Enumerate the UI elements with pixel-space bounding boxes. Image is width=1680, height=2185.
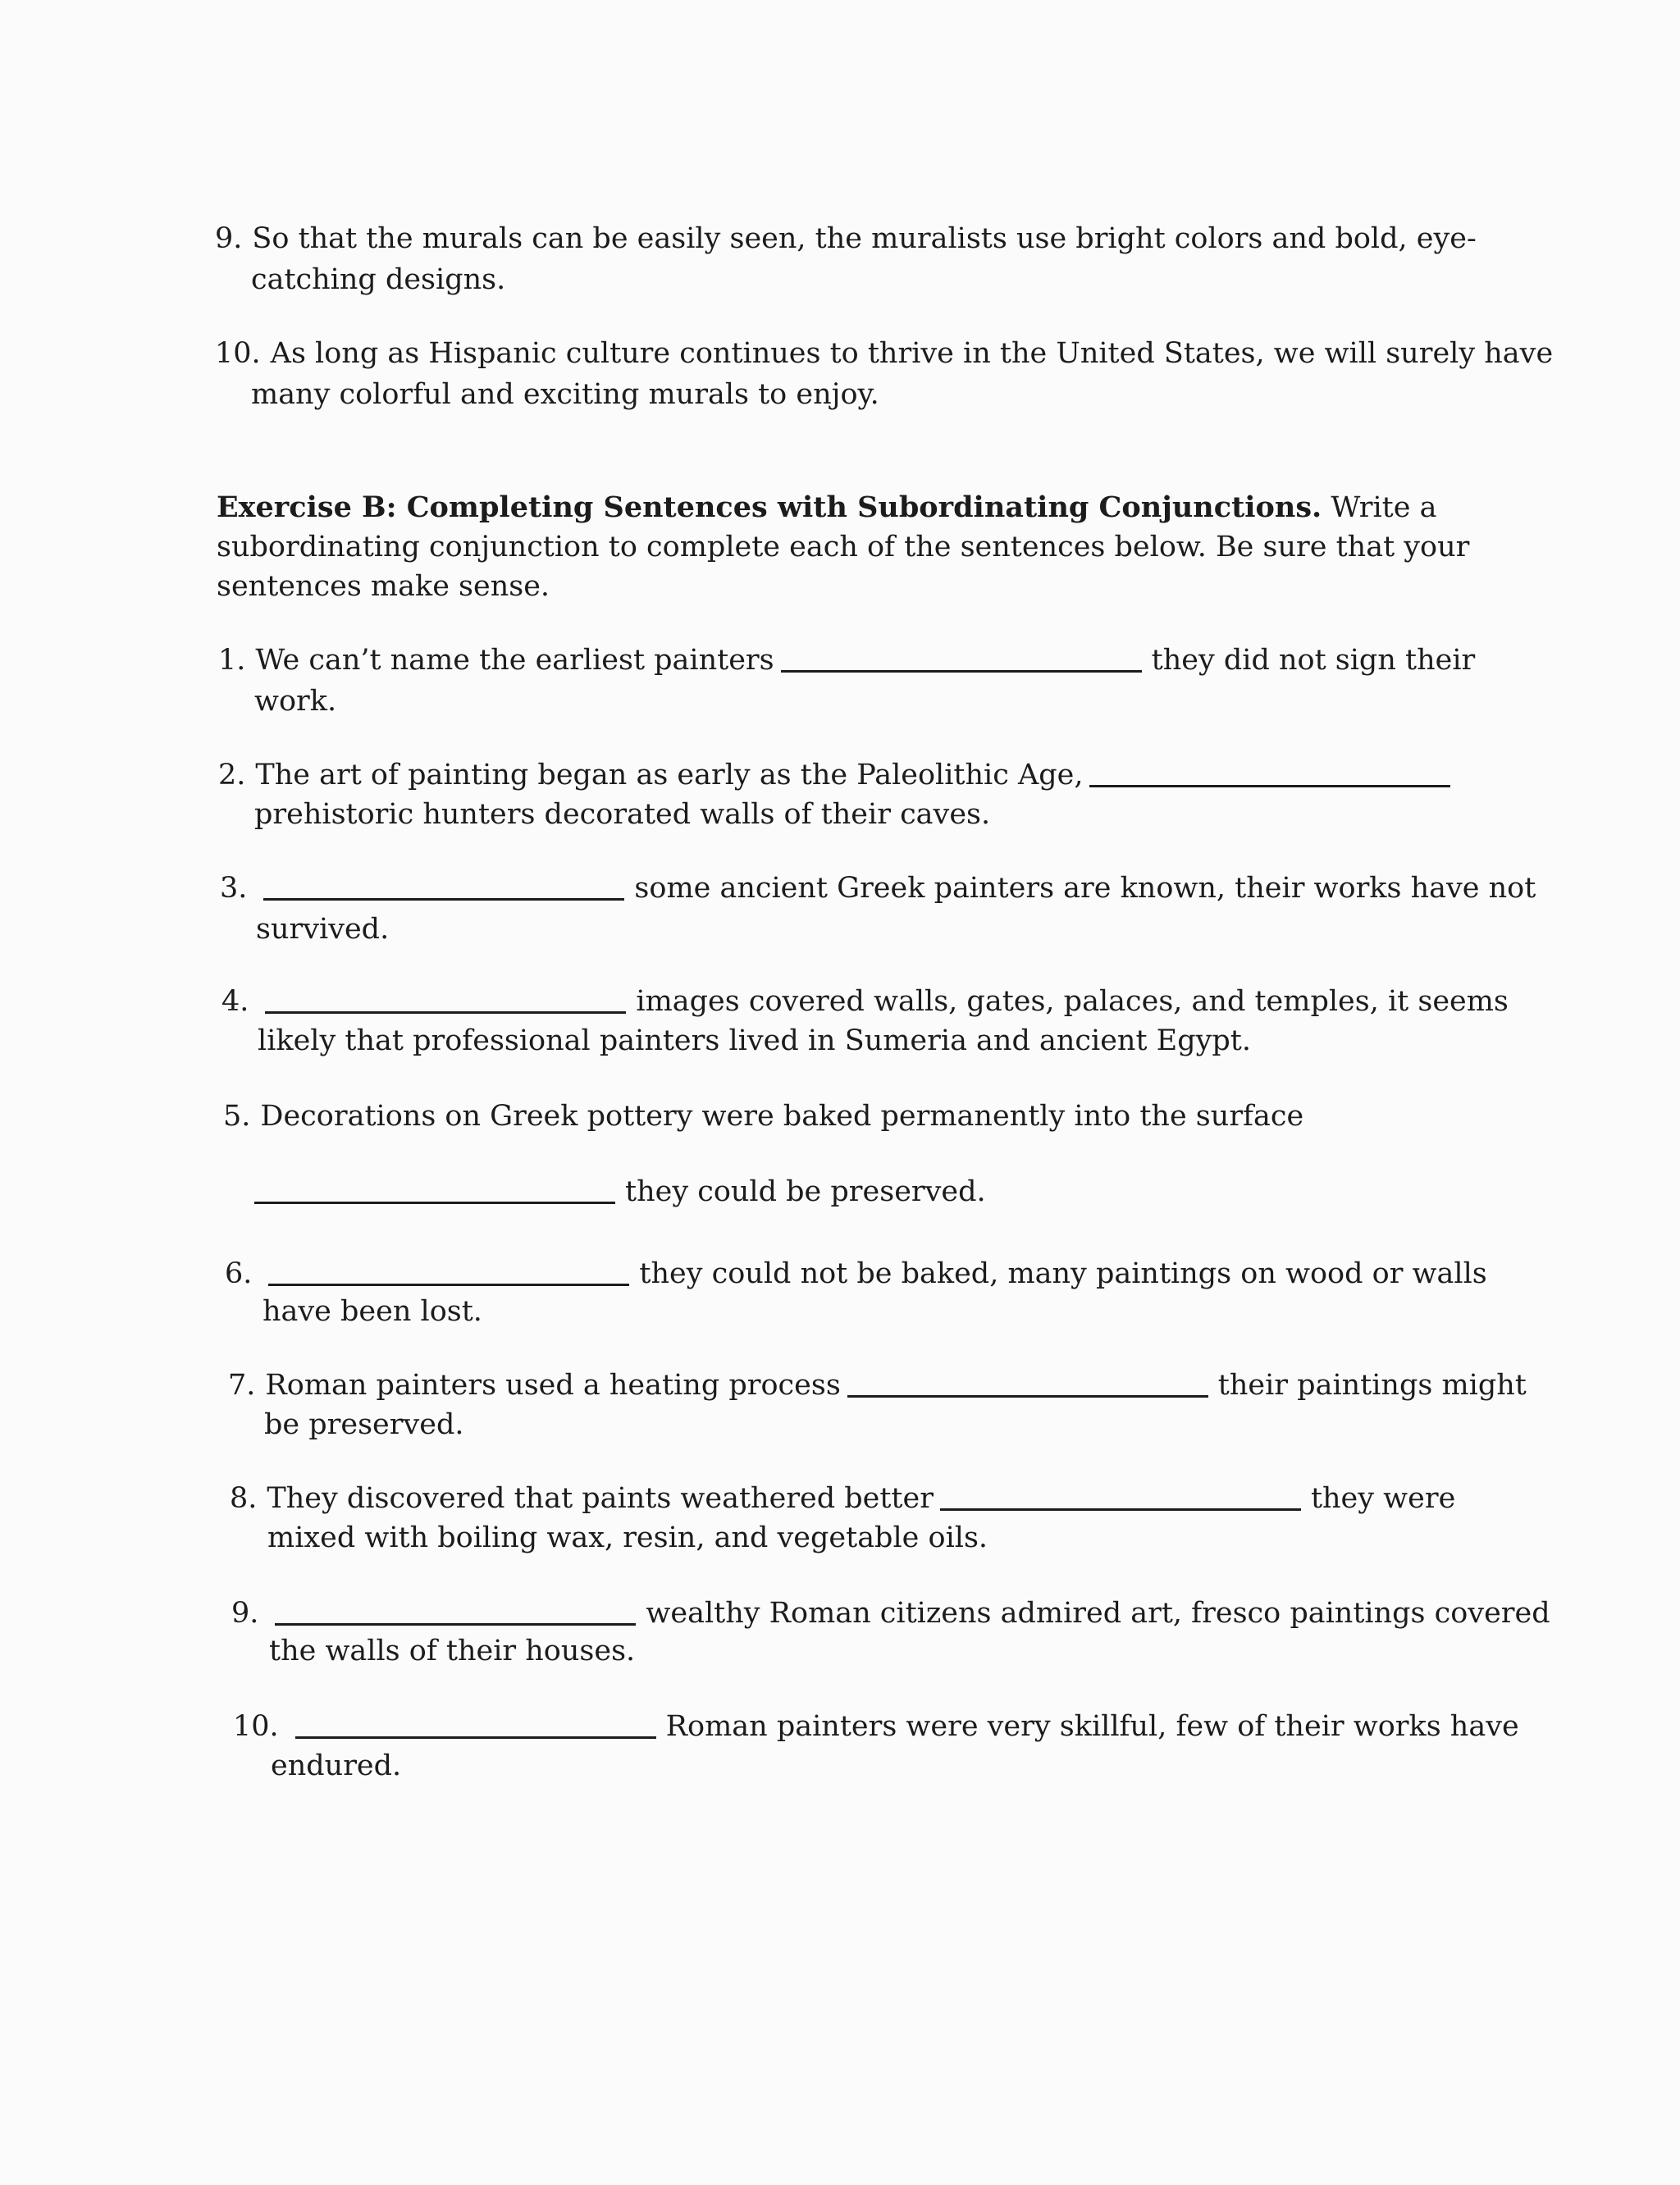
exercise-b-title: Exercise B: Completing Sentences with Subordinating Conjunctions.: [217, 490, 1322, 524]
exercise-b-item-4-line2: [258, 1020, 1251, 1061]
exercise-a-item-9: [215, 218, 1477, 259]
item-number: 3.: [220, 872, 248, 905]
exercise-b-instructions-1: Write a: [1331, 491, 1437, 524]
exercise-b-item-4: [221, 981, 1509, 1022]
exercise-b-item-5-line2: [254, 1171, 986, 1212]
exercise-b-item-10: [233, 1706, 1519, 1747]
exercise-b-item-10-line2: [271, 1745, 401, 1786]
item-text-before: Roman painters used a heating process: [265, 1369, 841, 1402]
answer-blank[interactable]: [263, 898, 624, 901]
exercise-b-item-1-line2: [254, 681, 336, 722]
item-number: 2.: [218, 759, 246, 791]
exercise-b-instructions-3: sentences make sense.: [217, 570, 550, 603]
exercise-a-item-10: [215, 333, 1553, 374]
exercise-b-item-3-line2: [256, 909, 389, 950]
answer-blank[interactable]: [275, 1623, 636, 1626]
exercise-b-item-8-line2: [267, 1517, 988, 1558]
item-text-line2: work.: [254, 685, 337, 718]
item-text-line2: many colorful and exciting murals to enjoy.: [251, 378, 879, 411]
item-text-line2: endured.: [271, 1749, 402, 1782]
exercise-b-item-3: [220, 868, 1536, 909]
item-text-line2: mixed with boiling wax, resin, and vegetable oils.: [267, 1521, 988, 1554]
item-text-after: they could not be baked, many paintings on wood or walls: [639, 1257, 1487, 1290]
item-text-after: Roman painters were very skillful, few of their works have: [665, 1710, 1519, 1743]
item-number: 10.: [215, 337, 261, 370]
item-number: 4.: [221, 985, 249, 1018]
exercise-b-heading: [217, 487, 1436, 528]
answer-blank[interactable]: [781, 670, 1142, 673]
item-text-before: Decorations on Greek pottery were baked permanently into the surface: [260, 1100, 1304, 1133]
item-text-line2: they could be preserved.: [625, 1175, 986, 1208]
exercise-b-item-7-line2: [264, 1404, 464, 1445]
exercise-b-item-2: [218, 755, 1460, 796]
answer-blank[interactable]: [940, 1508, 1301, 1511]
item-number: 9.: [215, 222, 243, 255]
item-text-after: some ancient Greek painters are known, their works have not: [634, 872, 1536, 905]
item-text-line2: the walls of their houses.: [269, 1635, 636, 1667]
item-text-line2: catching designs.: [251, 263, 506, 296]
item-text-line2: have been lost.: [262, 1295, 482, 1328]
item-number: 7.: [228, 1369, 256, 1402]
exercise-b-instructions-line3: [217, 566, 550, 607]
item-number: 5.: [223, 1100, 251, 1133]
item-number: 8.: [230, 1482, 258, 1515]
item-text-after: they were: [1310, 1482, 1456, 1515]
exercise-b-item-2-line2: [254, 794, 990, 835]
item-text-line2: be preserved.: [264, 1408, 464, 1441]
item-number: 9.: [231, 1597, 259, 1630]
answer-blank[interactable]: [254, 1202, 615, 1204]
item-number: 1.: [218, 644, 246, 677]
exercise-a-item-10-line2: [251, 374, 879, 415]
item-text-after: wealthy Roman citizens admired art, fresco paintings covered: [646, 1597, 1550, 1630]
answer-blank[interactable]: [1089, 785, 1450, 787]
item-text-line2: survived.: [256, 913, 390, 946]
item-text-before: We can’t name the earliest painters: [255, 644, 774, 677]
exercise-a-item-9-line2: [251, 259, 505, 300]
item-text-line2: likely that professional painters lived in Sumeria and ancient Egypt.: [258, 1024, 1251, 1057]
item-text-before: The art of painting began as early as the Paleolithic Age,: [255, 759, 1084, 791]
item-text-line1: As long as Hispanic culture continues to thrive in the United States, we will surely have: [270, 337, 1554, 370]
exercise-b-instructions-line2: [217, 527, 1469, 568]
exercise-b-instructions-2: subordinating conjunction to complete each of the sentences below. Be sure that your: [217, 531, 1470, 563]
answer-blank[interactable]: [265, 1011, 626, 1014]
item-text-line2: prehistoric hunters decorated walls of their caves.: [254, 798, 991, 831]
answer-blank[interactable]: [295, 1736, 656, 1739]
item-text-line1: So that the murals can be easily seen, the muralists use bright colors and bold, eye-: [252, 222, 1477, 255]
item-text-before: They discovered that paints weathered better: [267, 1482, 934, 1515]
exercise-b-item-8: [230, 1478, 1455, 1519]
exercise-b-item-1: [218, 640, 1475, 681]
item-number: 6.: [225, 1257, 253, 1290]
answer-blank[interactable]: [847, 1395, 1208, 1398]
exercise-b-item-9-line2: [269, 1631, 635, 1672]
exercise-b-item-7: [228, 1365, 1527, 1406]
item-number: 10.: [233, 1710, 279, 1743]
exercise-b-item-9: [231, 1593, 1550, 1634]
exercise-b-item-5: [223, 1096, 1303, 1137]
exercise-b-item-6-line2: [262, 1291, 482, 1332]
answer-blank[interactable]: [268, 1284, 629, 1286]
item-text-after: they did not sign their: [1151, 644, 1476, 677]
item-text-after: images covered walls, gates, palaces, and temples, it seems: [636, 985, 1509, 1018]
item-text-after: their paintings might: [1217, 1369, 1527, 1402]
exercise-b-item-6: [225, 1253, 1487, 1294]
